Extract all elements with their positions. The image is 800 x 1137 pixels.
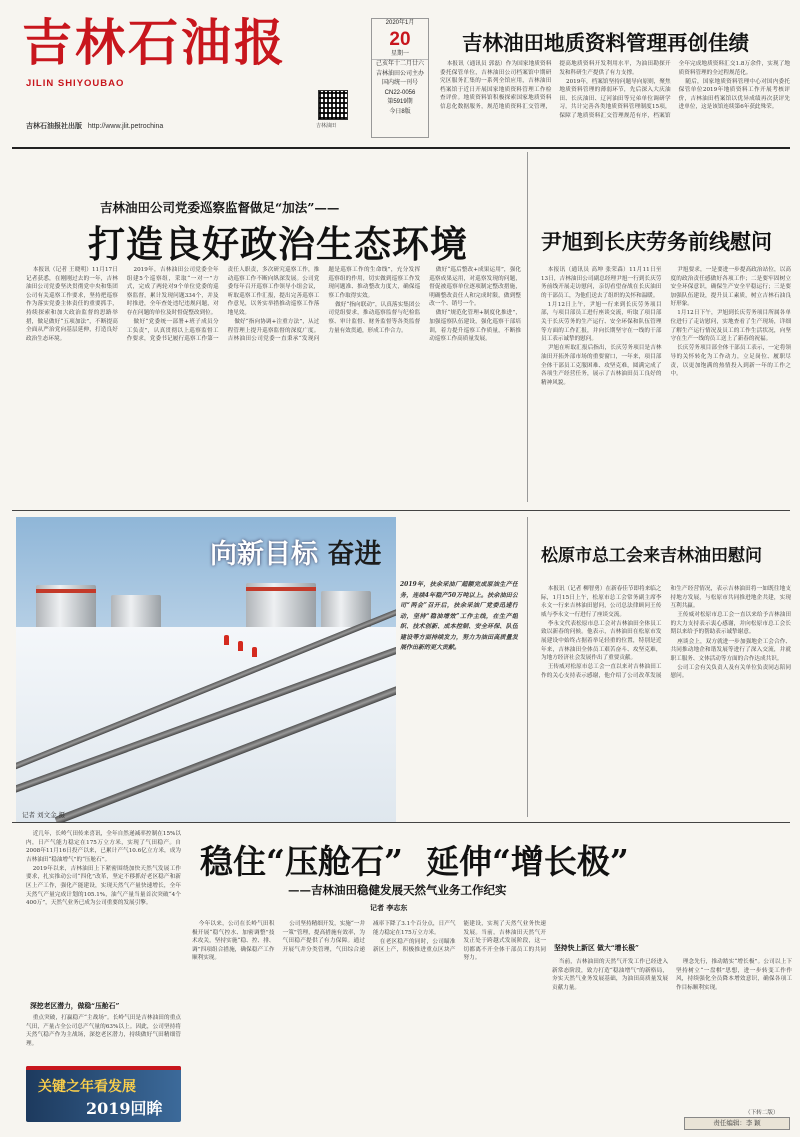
bottom-intro-tail — [26, 1014, 181, 1054]
snow-ground — [16, 627, 396, 822]
qr-code — [318, 90, 348, 120]
photo-overlay-title — [210, 532, 381, 571]
bottom-para-7: 当前，吉林油田的天然气开发工作已经进入新常态阶段，致力打造“稳油增气”的新格局，夯实天然气业务发展基础，为油田高质量发展贡献力量。 — [552, 959, 668, 991]
headline-yinxu: 尹旭到长庆劳务前线慰问 — [541, 229, 772, 254]
songyuan-para-6: 公司工会有关负责人及有关单位负责同志陪同慰问。 — [670, 664, 791, 680]
bottom-main-body — [192, 920, 546, 1130]
songyuan-para-5: 座谈会上，双方就进一步加强地企工会合作、共同推动地企和谐发展等进行了深入交流，并就职工服务、文体活动等方面的合作达成共识。 — [670, 638, 791, 662]
issue-info-box — [371, 18, 429, 138]
yinxu-para-3: 尹旭在听取汇报后指出，长庆劳务项目是吉林油田开拓外部市场的重要窗口，一年来，项目部全体干部员工克服困难、攻坚克难，圆满完成了各项生产经营任务，展示了吉林油田员工良好的精神风貌。 — [541, 345, 662, 386]
bottom-byline: 记者 李志东 — [370, 903, 408, 912]
editor-box — [684, 1117, 790, 1130]
yinxu-para-6: 长庆劳务项目部全体干部员工表示，一定将领导的关怀转化为工作动力，立足岗位、履职尽责，以更加饱满的热情投入到新一年的工作之中。 — [670, 345, 791, 378]
photo-title-part-b: 奋进 — [327, 539, 382, 570]
yinxu-para-2: 1月12日上午，尹旭一行来到长庆劳务项目部，与项目部员工进行座谈交流，听取了项目部关于长庆劳务的生产运行、安全环保和队伍管理等方面的工作汇报，并向长期坚守在一线的干部员工表示诚挚的慰问。 — [541, 301, 662, 343]
yinxu-para-1: 本报讯（通讯员 高坤 张荣森）11月11日至13日，吉林油田公司副总经理尹旭一行到长庆劳务前线开展走访慰问，亲切看望奋战在长庆油田的干部员工，为他们送去了组织的关怀和温暖。 — [541, 267, 662, 299]
issue-day: 20 — [389, 28, 411, 50]
bottom-para-8: 理念先行，推动踏实“增长极”。公司以上下坚持树立“一盘棋”思想，进一步转变工作作风，持续强化全员降本增效意识，确保各项工作目标顺利实现。 — [676, 959, 792, 991]
article-geology-body — [440, 60, 790, 138]
website-link[interactable]: http://www.jlit.petrochina — [87, 123, 164, 130]
lead-kicker: 吉林油田公司党委巡察监督做足“加法”—— — [100, 200, 340, 215]
geology-para-2: 2019年，档案馆坚持问题导向原则，聚焦地质资料管理的薄弱环节，先后深入大庆油田、长庆油田、辽河油田等兄弟单位调研学习，共计完善各类地质资料管理制度15项，保障了地质资料汇交管理规范有序，档案馆全年完成地质资料汇交1.8万余件，实现了地质资料管理的全过程规范化。 — [559, 61, 790, 120]
lead-para-2: 2019年，吉林油田公司党委全年组建5个巡察组，采取“一对一”方式，完成了两轮对9个单位党委的巡察监督，累计发现问题334个，并及时推进，全年查处违纪违规问题，对存在问题的单位及时督促整改到位。 — [126, 267, 219, 316]
column-divider-right — [527, 152, 528, 502]
continued-note: （下转二版） — [745, 1110, 779, 1116]
yinxu-para-4: 尹旭要求，一是要进一步提高政治站位，以高度的政治责任感做好各项工作；二是要牢固树立安全环保意识，确保生产安全平稳运行；三是要加强队伍建设，提升员工素质，树立吉林石油良好形象。 — [670, 267, 791, 308]
masthead-pinyin: JILIN SHIYOUBAO — [26, 78, 125, 89]
qr-label: 吉林油田 — [316, 123, 337, 129]
bottom-box-heading: 深挖老区潜力，做稳“压舱石” — [30, 1002, 120, 1010]
lead-article-body — [26, 266, 521, 504]
geology-para-1: 本报讯（通讯员 郭磊）作为国家地质资料委托保管单位，吉林油田公司档案馆中期研究区服务汇集的一系列全馆应用，吉林油田档案馆于近日开展国家地质资料管理工作检查评价。地质资料馆积极探索国家地质资料信息化数据服务，规范地质资料汇交管理，提高地质资料开发利用水平，为油田勘探开发和科研生产提供了有力支撑。 — [440, 61, 671, 110]
lead-para-3: 做好“党委统一部署+班子成员分工负责”，认真贯彻以上巡察监督工作要求，党委书记履行巡察工作第一责任人职责，多次研究巡察工作，推动巡察工作不断向纵深发展。公司党委每年召开巡察工作领导小组会议，听取巡察工作汇报，提出完善巡察工作意见，以务实举措推动巡察工作落地见效。 — [126, 267, 320, 343]
issue-cn-code: CN22-0056 — [384, 89, 416, 96]
banner-red-band — [26, 1066, 181, 1070]
issue-cn-number: 国内统一刊号 — [381, 80, 418, 86]
bottom-para-3: 重点突破，打赢稳产“主战场”。长岭气田是吉林油田的重点气田，产量占全公司总产气量的63%以上。因此，公司坚持将天然气稳产作为主战场，深挖老区潜力，持续做好气田精细管理。 — [26, 1015, 181, 1047]
geology-para-3: 随后，国家地质资料管理中心对国内委托保管单位2019年地质资料工作开展考核评价，吉林油田档案馆以优异成绩再次获评先进单位，这是该馆连续第6年获此殊荣。 — [678, 78, 790, 111]
bottom-para-1: 近几年，长岭气田传来喜讯，全年自然递减率控制在15%以内，日产气能力稳定在175万立方米，实现了气田稳产。自2008年11月16日投产以来，已累计产气10.6亿立方米，成为吉林油田“稳油增气”的“压舱石”。 — [26, 831, 181, 863]
bottom-headline: 稳住“压舱石” 延伸“增长极” — [200, 842, 629, 881]
headline-geology: 吉林油田地质资料管理再创佳绩 — [462, 31, 749, 55]
bottom-banner — [26, 1066, 181, 1122]
songyuan-para-1: 本报讯（记者 柳智勇）在新春佳节即将来临之际，1月15日上午，松原市总工会常务副主席李永文一行来吉林油田慰问，公司总法律顾问王传威与李永文一行进行了座谈交流。 — [541, 586, 662, 618]
bottom-para-2: 2019年以来，吉林油田上下紧密围绕加快天然气发展工作要求，扎实推动公司“四化”改革，坚定不移抓好老区稳产和新区上产工作，强化产能建设，实现天然气产量快速增长，全年天然气产量完成计划的105.1%，油气产量当量首次突破“4个400万”，天然气业务已成为公司重要的发展引擎。 — [26, 865, 181, 907]
masthead-divider — [12, 147, 790, 149]
songyuan-article-body — [541, 585, 791, 813]
worker-figure — [224, 635, 229, 645]
storage-tank — [111, 595, 161, 629]
photo-caption: 2019年，扶余采油厂超额完成原油生产任务，连续4年稳产50万吨以上。扶余油田公司“两会”召开后，扶余采油厂党委迅速行动，坚持“稳油增效”工作主线，在生产组织、技术创新、成本控制、安全环保、队伍建设等方面持续发力，努力为油田高质量发展作出新的更大贡献。 — [400, 581, 518, 651]
publisher-line — [26, 121, 296, 131]
photo-title-part-a: 向新目标 — [210, 539, 318, 570]
songyuan-para-4: 王传威对松原市总工会一直以来给予吉林油田的大力支持表示衷心感谢，并向松原市总工会长期以来给予的帮助表示诚挚谢意。 — [670, 612, 791, 636]
storage-tank-band — [246, 587, 316, 591]
lead-para-6: 做好“巡后整改+成果运用”，强化巡察成果运用，对巡察发现的问题，督促被巡察单位逐项制定整改措施，明确整改责任人和完成时限，做到整改一个、销号一个。 — [429, 267, 521, 308]
worker-figure — [238, 641, 243, 651]
storage-tank-band — [36, 589, 96, 593]
lead-headline: 打造良好政治生态环境 — [88, 222, 468, 266]
issue-weekday: 星期一 — [390, 50, 409, 57]
bottom-para-4: 今年以来，公司在长岭气田积极开展“稳气控水、加密调整”技术攻关，坚持实施“稳、控、排、调”四项组合措施，确保稳产工作顺利实现。 — [192, 921, 275, 962]
editor-label: 责任编辑：李 颖 — [713, 1120, 761, 1127]
bottom-subhead: ——吉林油田稳健发展天然气业务工作纪实 — [288, 883, 507, 897]
yinxu-para-5: 1月12日下午，尹旭到长庆劳务项目所属各单位进行了走访慰问，实地查看了生产现场，详细了解生产运行情况及员工的工作生活状况，向坚守在生产一线的员工送上了新春的祝福。 — [670, 310, 791, 343]
bottom-section-heading: 坚持快上新区 做大“增长极” — [554, 944, 639, 952]
masthead-title: 吉林石油报 — [22, 13, 287, 72]
lead-para-5: 做好“指向联动”，认真落实集团公司党组要求，推动巡察监督与纪检监察、审计监督、财务监督等各类监督力量有效贯通，形成工作合力。 — [328, 301, 421, 334]
lead-para-7: 做好“规范化管理+制度化推进”，加强巡察队伍建设，强化巡察干部培训，着力提升巡察工作质量，不断推动巡察工作高质量发展。 — [429, 310, 521, 343]
section-divider-2 — [12, 822, 790, 823]
headline-songyuan: 松原市总工会来吉林油田慰问 — [541, 546, 762, 566]
column-divider-right-2 — [527, 517, 528, 817]
issue-org: 吉林油田公司主办 — [375, 70, 424, 77]
bottom-para-6: 在老区稳产的同时，公司瞄准新区上产，积极推进重点区块产能建设，实现了天然气业务快速发展。当前，吉林油田天然气开发正处于跨越式发展阶段，这一切都离不开全体干部员工的共同努力。 — [373, 921, 546, 962]
issue-number: 第5919期 — [387, 99, 413, 105]
issue-lunar: 己亥年十二月廿六 — [372, 59, 428, 70]
lead-para-4: 做好“指向协调+注重方法”，从过程管理上提升巡察监督的深度广度。吉林油田公司党委一直秉承“发现问题是巡察工作的生命线”，充分发挥巡察组的作用，切实做到巡察工作发现问题准、推动整改力度大，确保巡察工作取得实效。 — [227, 267, 421, 343]
lead-para-1: 本报讯（记者 王晓明）11月17日记者获悉，在刚刚过去的一年，吉林油田公司党委坚决贯彻党中央和集团公司有关巡察工作要求，坚持把巡察作为落实党委主体责任的重要抓手，持续探索和加大政治监督的思路举措，做足做好“五项加法”，不断提高全面从严治党向基层延伸，打造良好政治生态环境。 — [26, 267, 118, 342]
yinxu-article-body — [541, 266, 791, 504]
bottom-intro-body — [26, 830, 181, 995]
songyuan-para-3: 王传威对松原市总工会一直以来对吉林油田工作的关心支持表示感谢，他介绍了公司改革发展和生产经营情况，表示吉林油田将一如既往地支持地方发展，与松原市共同推进地企共建，实现互利共赢。 — [541, 586, 791, 679]
banner-subtitle: 2019回眸 — [86, 1099, 163, 1118]
banner-title: 关键之年看发展 — [38, 1079, 136, 1095]
photo-credit: 记者 刘文金 摄 — [22, 811, 66, 819]
bottom-para-5: 公司坚持精细开发，实施“一井一策”管理，提高措施有效率，为气田稳产提供了有力保障。通过开展气井分类管理，气田综合递减率下降了3.1个百分点，日产气能力稳定在175万立方米。 — [282, 921, 456, 953]
section-divider-1 — [12, 510, 790, 511]
worker-figure — [252, 647, 257, 657]
issue-pages: 今日8版 — [389, 108, 411, 115]
songyuan-para-2: 李永文代表松原市总工会对吉林油田全体员工致以新春的问候。他表示，吉林油田在松原市发展建设中始终占据着举足轻重的位置，特别是近年来，吉林油田全体员工艰苦奋斗、攻坚克难，为地方经济社会发展作出了重要贡献。 — [541, 620, 662, 662]
publisher-name: 吉林石油报社出版 — [26, 123, 82, 130]
issue-year-month: 2020年1月 — [385, 20, 415, 26]
bottom-right-body — [552, 958, 792, 1108]
